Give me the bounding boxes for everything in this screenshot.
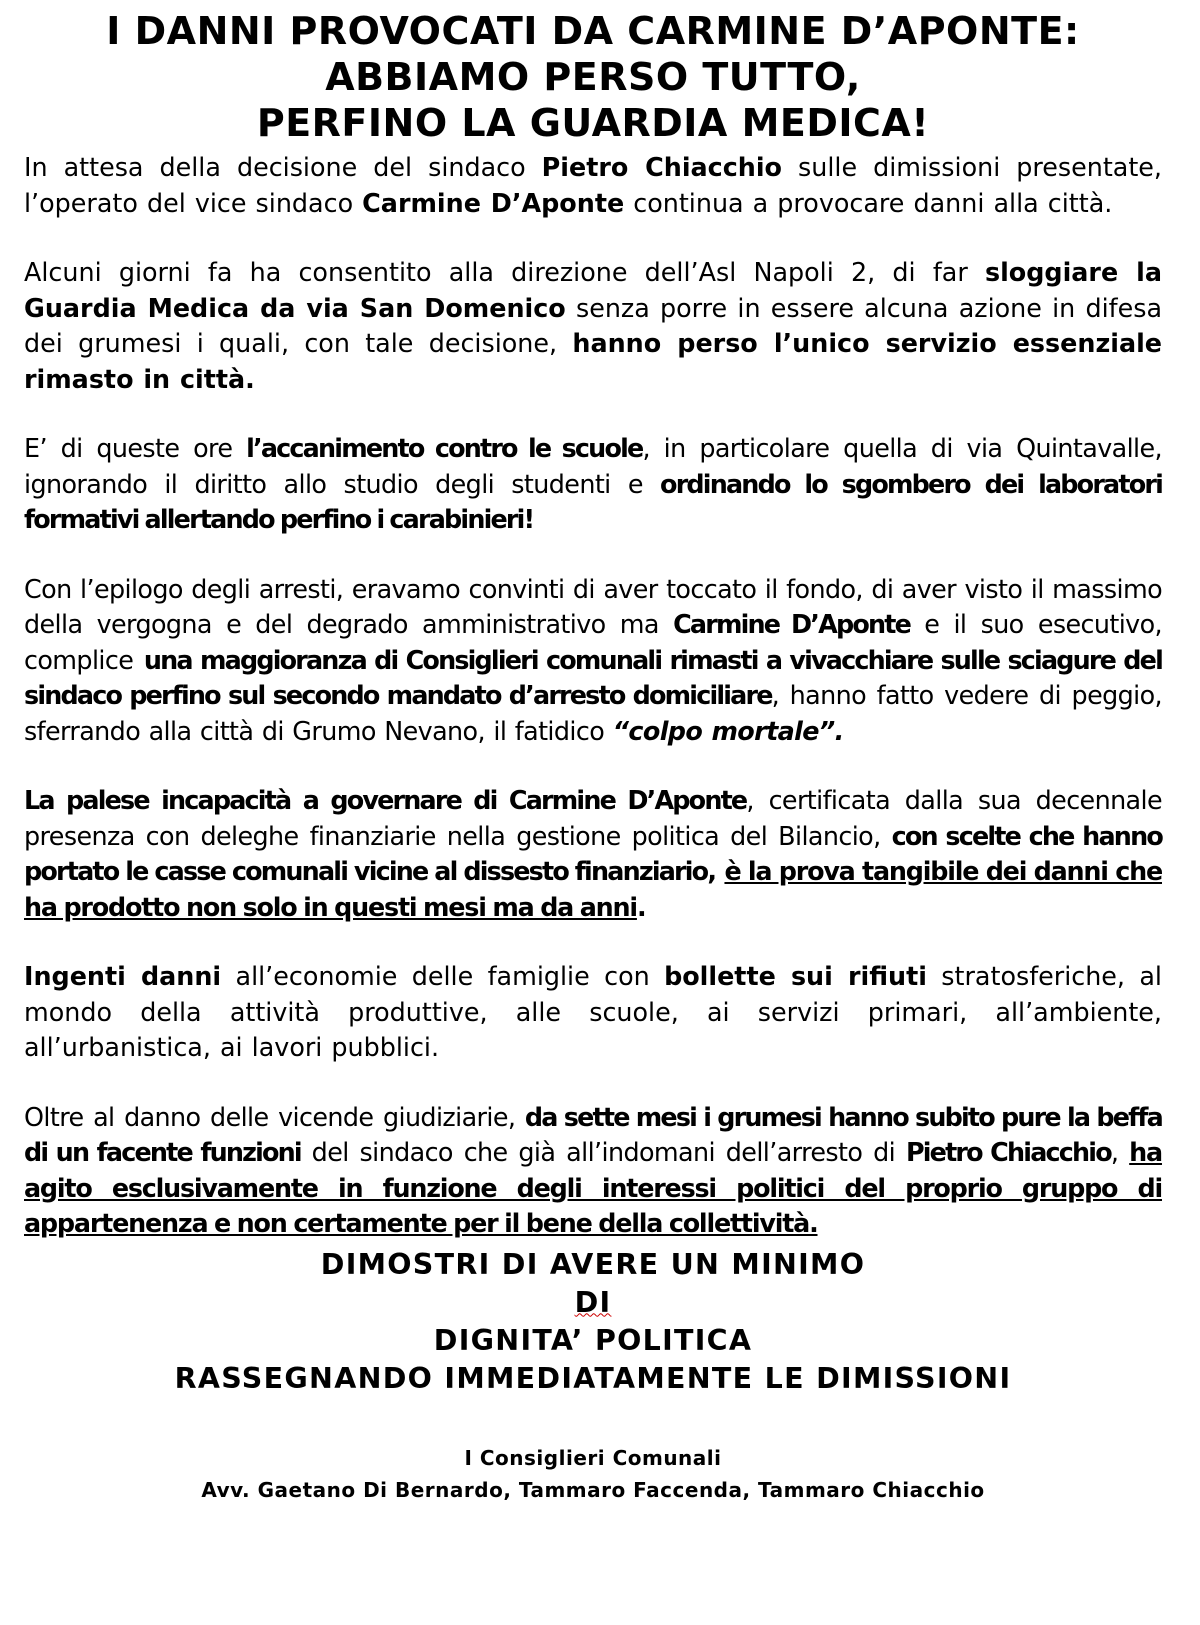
headline-line-3: PERFINO LA GUARDIA MEDICA! bbox=[256, 101, 930, 145]
headline-line-2: ABBIAMO PERSO TUTTO, bbox=[325, 55, 861, 99]
signature-names: Avv. Gaetano Di Bernardo, Tammaro Faccenda, Tammaro Chiacchio bbox=[201, 1477, 985, 1502]
bold-underlined-run: ha agito esclusivamente in funzione degli interessi politici del proprio gruppo di appartenenza e non certamente per il bene della collettività. bbox=[24, 1137, 1162, 1238]
text-run: , hanno fatto vedere di peggio, sferrando alla città di Grumo Nevano, il fatidico bbox=[24, 680, 1162, 746]
paragraph-5 bbox=[24, 783, 1162, 925]
bold-run: Pietro Chiacchio bbox=[541, 152, 782, 182]
bold-run: l’accanimento contro le scuole bbox=[246, 433, 643, 463]
bold-run: bollette sui rifiuti bbox=[664, 961, 927, 991]
signature-block bbox=[24, 1442, 1162, 1506]
text-run: sulle dimissioni presentate, l’operato del vice sindaco bbox=[24, 152, 1162, 218]
closing-line-1 bbox=[24, 1246, 1162, 1360]
text-run: DIGNITA’ POLITICA bbox=[433, 1323, 753, 1357]
bold-underlined-run: è la prova tangibile dei danni che ha prodotto non solo in questi mesi ma da anni bbox=[24, 856, 1162, 922]
text-run: stratosferiche, al mondo della attività produttive, alle scuole, ai servizi primari, all’ambiente, all’urbanistica, ai lavori pubblici. bbox=[24, 961, 1162, 1062]
text-run: all’economie delle famiglie con bbox=[221, 961, 665, 991]
bold-italic-run: “colpo mortale”. bbox=[612, 715, 844, 746]
headline-line-1: I DANNI PROVOCATI DA CARMINE D’APONTE: bbox=[106, 9, 1080, 53]
text-run: , certificata dalla sua decennale presenza con deleghe finanziarie nella gestione politica del Bilancio, bbox=[24, 785, 1162, 851]
bold-run: . bbox=[636, 891, 645, 922]
text-run: In attesa della decisione del sindaco bbox=[24, 152, 542, 182]
bold-run: hanno perso l’unico servizio essenziale rimasto in città. bbox=[24, 328, 1162, 394]
closing-line-2: RASSEGNANDO IMMEDIATAMENTE LE DIMISSIONI bbox=[174, 1361, 1012, 1395]
paragraph-7 bbox=[24, 1100, 1162, 1242]
bold-run: Carmine D’Aponte bbox=[673, 609, 911, 639]
paragraph-6 bbox=[24, 959, 1162, 1066]
text-run: Con l’epilogo degli arresti, eravamo convinti di aver toccato il fondo, di aver visto il massimo della vergogna e del degrado amministrativo ma bbox=[24, 573, 1163, 639]
text-run: , in particolare quella di via Quintavalle, ignorando il diritto allo studio degli studenti e bbox=[24, 433, 1163, 499]
paragraph-1 bbox=[24, 150, 1162, 221]
paragraph-3 bbox=[24, 431, 1162, 538]
bold-run: Carmine D’Aponte bbox=[362, 187, 625, 218]
closing-appeal bbox=[24, 1246, 1162, 1398]
bold-run: ordinando lo sgombero dei laboratori formativi allertando perfino i carabinieri! bbox=[24, 468, 1162, 534]
body-text bbox=[24, 150, 1162, 1242]
text-run: senza porre in essere alcuna azione in difesa dei grumesi i quali, con tale decisione, bbox=[24, 292, 1163, 358]
text-run: DIMOSTRI DI AVERE UN MINIMO bbox=[320, 1247, 866, 1281]
text-run: Oltre al danno delle vicende giudiziarie, bbox=[24, 1101, 525, 1132]
bold-run: Pietro Chiacchio bbox=[905, 1137, 1111, 1167]
bold-run: una maggioranza di Consiglieri comunali rimasti a vivacchiare sulle sciagure del sindaco perfino sul secondo mandato d’arresto domiciliare bbox=[24, 644, 1162, 710]
bold-run: con scelte che hanno portato le casse comunali vicine al dissesto finanziario, bbox=[24, 820, 1162, 886]
text-run: e il suo esecutivo, complice bbox=[24, 609, 1162, 675]
text-run: continua a provocare danni alla città. bbox=[624, 187, 1113, 218]
text-run: del sindaco che già all’indomani dell’arresto di bbox=[300, 1137, 906, 1167]
text-run: Alcuni giorni fa ha consentito alla direzione dell’Asl Napoli 2, di far bbox=[24, 257, 985, 287]
paragraph-4 bbox=[24, 572, 1162, 750]
text-run: , bbox=[1110, 1137, 1130, 1167]
text-run: E’ di queste ore bbox=[24, 433, 247, 463]
bold-run: sloggiare la Guardia Medica da via San Domenico bbox=[24, 257, 1162, 323]
bold-run: La palese incapacità a governare di Carmine D’Aponte bbox=[24, 785, 747, 815]
bold-run: Ingenti danni bbox=[24, 961, 222, 991]
spellcheck-squiggle-word: DI bbox=[574, 1285, 612, 1319]
headline bbox=[24, 8, 1162, 146]
bold-run: da sette mesi i grumesi hanno subito pure la beffa di un facente funzioni bbox=[24, 1101, 1162, 1167]
paragraph-2 bbox=[24, 255, 1162, 397]
signature-title: I Consiglieri Comunali bbox=[464, 1445, 722, 1470]
